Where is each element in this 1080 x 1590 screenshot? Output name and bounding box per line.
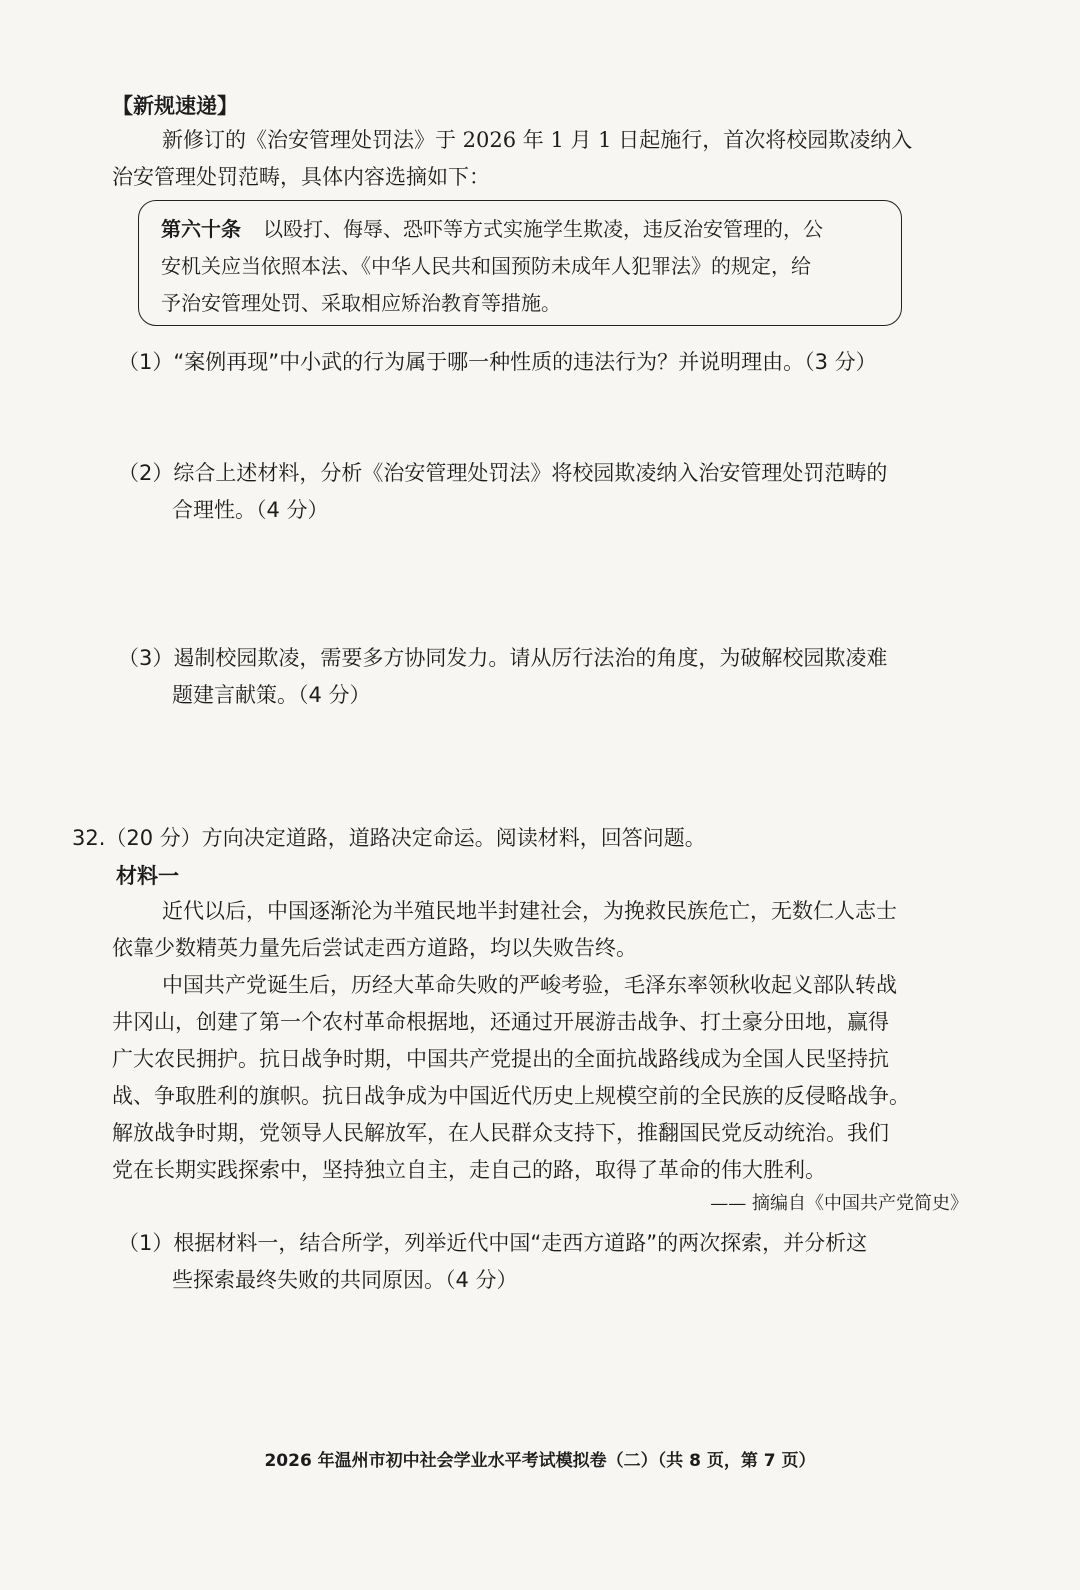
material-label: 材料一: [116, 864, 179, 888]
rules-intro: [112, 122, 974, 196]
material-line: 井冈山，创建了第一个农村革命根据地，还通过开展游击战争、打土豪分田地，赢得: [112, 1010, 889, 1034]
material-line: 中国共产党诞生后，历经大革命失败的严峻考验，毛泽东率领秋收起义部队转战: [162, 973, 897, 997]
q31-sub3: [118, 640, 887, 714]
question-line: （2）综合上述材料，分析《治安管理处罚法》将校园欺凌纳入治安管理处罚范畴的: [118, 461, 888, 485]
rules-intro-line: 治安管理处罚范畴，具体内容选摘如下：: [112, 165, 490, 189]
q32-title: [72, 820, 706, 857]
section-heading: 【新规速递】: [112, 94, 238, 118]
material-para1: [112, 893, 974, 967]
material-line: 近代以后，中国逐渐沦为半殖民地半封建社会，为挽救民族危亡，无数仁人志士: [162, 899, 897, 923]
q32-sub1: [118, 1225, 867, 1299]
question-line: 合理性。（4 分）: [172, 498, 329, 522]
question-line: （1）根据材料一，结合所学，列举近代中国“走西方道路”的两次探索，并分析这: [118, 1231, 868, 1255]
question-title: 32.（20 分）方向决定道路，道路决定命运。阅读材料，回答问题。: [72, 826, 706, 850]
question-line: （3）遏制校园欺凌，需要多方协同发力。请从厉行法治的角度，为破解校园欺凌难: [118, 646, 888, 670]
question-line: 些探索最终失败的共同原因。（4 分）: [172, 1268, 518, 1292]
question-line: （1）“案例再现”中小武的行为属于哪一种性质的违法行为？并说明理由。（3 分）: [118, 350, 877, 374]
question-line: 题建言献策。（4 分）: [172, 683, 371, 707]
material-line: 解放战争时期，党领导人民解放军，在人民群众支持下，推翻国民党反动统治。我们: [112, 1121, 889, 1145]
material-line: 广大农民拥护。抗日战争时期，中国共产党提出的全面抗战路线成为全国人民坚持抗: [112, 1047, 889, 1071]
article-line: 安机关应当依照本法、《中华人民共和国预防未成年人犯罪法》的规定，给: [161, 254, 811, 278]
article-text: [161, 211, 823, 322]
article-box: [138, 200, 902, 326]
q31-sub1: [118, 344, 877, 381]
material-line: 依靠少数精英力量先后尝试走西方道路，均以失败告终。: [112, 936, 637, 960]
q31-sub2: [118, 455, 887, 529]
rules-intro-line: 新修订的《治安管理处罚法》于 2026 年 1 月 1 日起施行，首次将校园欺凌纳入: [162, 128, 913, 152]
material-source: —— 摘编自《中国共产党简史》: [710, 1193, 968, 1214]
material-line: 党在长期实践探索中，坚持独立自主，走自己的路，取得了革命的伟大胜利。: [112, 1158, 826, 1182]
material-para2: [112, 967, 974, 1189]
material-line: 战、争取胜利的旗帜。抗日战争成为中国近代历史上规模空前的全民族的反侵略战争。: [112, 1084, 910, 1108]
article-line: 以殴打、侮辱、恐吓等方式实施学生欺凌，违反治安管理的，公: [263, 217, 823, 241]
article-line: 予治安管理处罚、采取相应矫治教育等措施。: [161, 291, 561, 315]
page-footer: 2026 年温州市初中社会学业水平考试模拟卷（二）（共 8 页，第 7 页）: [264, 1451, 816, 1471]
article-title: 第六十条: [161, 217, 241, 241]
